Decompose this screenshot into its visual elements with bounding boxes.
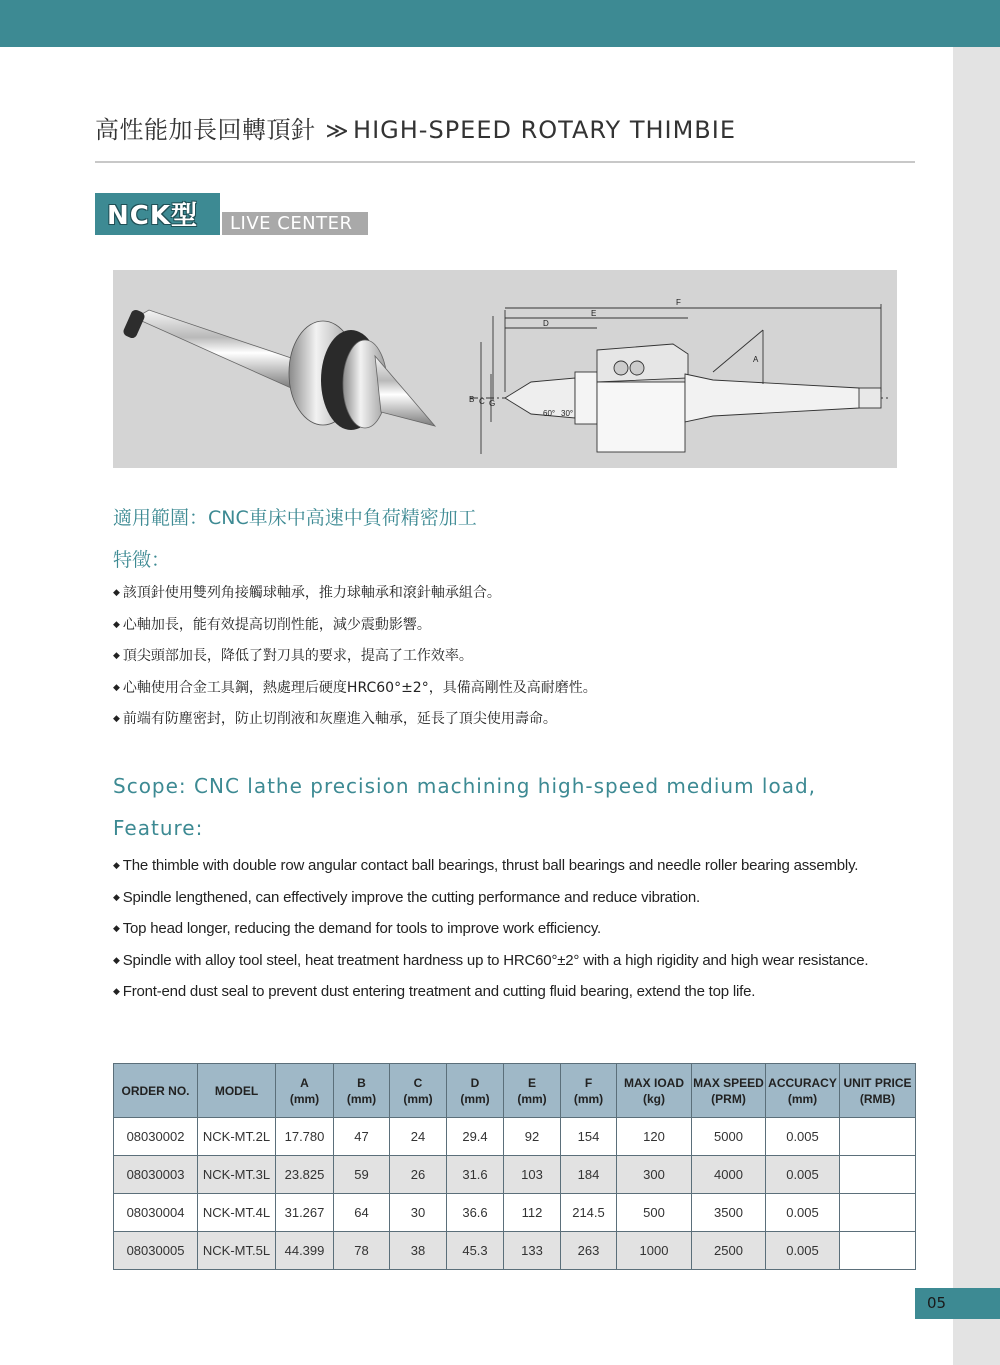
technical-drawing bbox=[470, 304, 888, 454]
list-item: ◆ Top head longer, reducing the demand for tools to improve work efficiency. bbox=[113, 920, 601, 937]
dim-label-d: D bbox=[543, 319, 549, 328]
dim-label-b: B bbox=[469, 395, 475, 404]
spec-table bbox=[113, 1063, 916, 1270]
dim-label-30deg: 30° bbox=[561, 409, 574, 418]
double-chevron-icon: ≫ bbox=[325, 119, 350, 144]
table-row: 08030004 NCK-MT.4L 31.267 64 30 36.6 112 214.5 500 3500 0.005 bbox=[114, 1194, 916, 1232]
col-header-e: E (mm) bbox=[504, 1064, 561, 1118]
feature-en-title: Feature: bbox=[113, 816, 204, 840]
dim-label-g: G bbox=[489, 399, 496, 408]
feature-en-list bbox=[113, 850, 868, 1008]
col-header-a: A (mm) bbox=[276, 1064, 334, 1118]
page-title bbox=[95, 110, 736, 145]
col-header-c: C (mm) bbox=[390, 1064, 447, 1118]
title-divider bbox=[95, 161, 915, 163]
live-center-photo bbox=[122, 308, 435, 430]
list-item: ◆ The thimble with double row angular contact ball bearings, thrust ball bearings and needle roller bearing assembly. bbox=[113, 857, 859, 874]
diamond-bullet-icon: ◆ bbox=[113, 682, 120, 693]
title-cn: 高性能加長回轉頂針 bbox=[95, 116, 316, 144]
product-image-panel bbox=[113, 270, 897, 468]
top-banner bbox=[0, 0, 1000, 47]
dim-label-c: C bbox=[479, 397, 485, 406]
col-header-accuracy: ACCURACY (mm) bbox=[766, 1064, 840, 1118]
diamond-bullet-icon: ◆ bbox=[113, 860, 120, 870]
table-row: 08030003 NCK-MT.3L 23.825 59 26 31.6 103 184 300 4000 0.005 bbox=[114, 1156, 916, 1194]
diamond-bullet-icon: ◆ bbox=[113, 714, 120, 724]
product-illustration bbox=[113, 270, 897, 468]
diamond-bullet-icon: ◆ bbox=[113, 651, 120, 661]
col-header-b: B (mm) bbox=[334, 1064, 390, 1118]
diamond-bullet-icon: ◆ bbox=[113, 954, 120, 965]
dim-label-f: F bbox=[676, 298, 681, 307]
table-row: 08030005 NCK-MT.5L 44.399 78 38 45.3 133 263 1000 2500 0.005 bbox=[114, 1232, 916, 1270]
table-header-row bbox=[114, 1064, 916, 1118]
scope-en: Scope: CNC lathe precision machining high-speed medium load, bbox=[113, 774, 817, 798]
model-type-badge bbox=[95, 193, 220, 235]
col-header-model: MODEL bbox=[198, 1064, 276, 1118]
feature-cn-title: 特徵： bbox=[113, 549, 171, 571]
list-item: ◆ 前端有防塵密封，防止切削液和灰塵進入軸承，延長了頂尖使用壽命。 bbox=[113, 711, 557, 727]
col-header-unit-price: UNIT PRICE (RMB) bbox=[840, 1064, 916, 1118]
diamond-bullet-icon: ◆ bbox=[113, 891, 120, 902]
dim-label-60deg: 60° bbox=[543, 409, 556, 418]
diamond-bullet-icon: ◆ bbox=[113, 923, 120, 933]
list-item: ◆ 頂尖頭部加長，降低了對刀具的要求，提高了工作效率。 bbox=[113, 648, 473, 664]
scope-cn: 適用範圍：CNC車床中高速中負荷精密加工 bbox=[113, 507, 477, 529]
side-strip bbox=[953, 47, 1000, 1365]
table-row: 08030002 NCK-MT.2L 17.780 47 24 29.4 92 154 120 5000 0.005 bbox=[114, 1118, 916, 1156]
list-item: ◆ Spindle with alloy tool steel, heat treatment hardness up to HRC60°±2° with a high rigidity and high wear resistance. bbox=[113, 951, 869, 969]
diamond-bullet-icon: ◆ bbox=[113, 619, 120, 630]
col-header-f: F (mm) bbox=[561, 1064, 617, 1118]
list-item: ◆ 心軸使用合金工具鋼，熱處理后硬度HRC60°±2°，具備高剛性及高耐磨性。 bbox=[113, 679, 597, 696]
list-item: ◆ 心軸加長，能有效提高切削性能，減少震動影響。 bbox=[113, 616, 431, 633]
dim-label-a: A bbox=[753, 355, 759, 364]
live-center-label: LIVE CENTER bbox=[222, 212, 368, 235]
diamond-bullet-icon: ◆ bbox=[113, 588, 120, 598]
list-item: ◆ 該頂針使用雙列角接觸球軸承，推力球軸承和滾針軸承組合。 bbox=[113, 585, 501, 601]
model-type-label: NCK型 bbox=[107, 201, 198, 231]
col-header-max-load: MAX IOAD (kg) bbox=[617, 1064, 692, 1118]
diamond-bullet-icon: ◆ bbox=[113, 986, 120, 996]
list-item: ◆ Front-end dust seal to prevent dust entering treatment and cutting fluid bearing, extend the top life. bbox=[113, 983, 756, 1000]
col-header-max-speed: MAX SPEED (PRM) bbox=[692, 1064, 766, 1118]
col-header-order-no: ORDER NO. bbox=[114, 1064, 198, 1118]
col-header-d: D (mm) bbox=[447, 1064, 504, 1118]
list-item: ◆ Spindle lengthened, can effectively improve the cutting performance and reduce vibration. bbox=[113, 888, 701, 906]
feature-cn-list bbox=[113, 578, 597, 736]
page-number: 05 bbox=[915, 1288, 1000, 1319]
title-en: HIGH-SPEED ROTARY THIMBIE bbox=[353, 116, 737, 144]
dim-label-e: E bbox=[591, 309, 597, 318]
